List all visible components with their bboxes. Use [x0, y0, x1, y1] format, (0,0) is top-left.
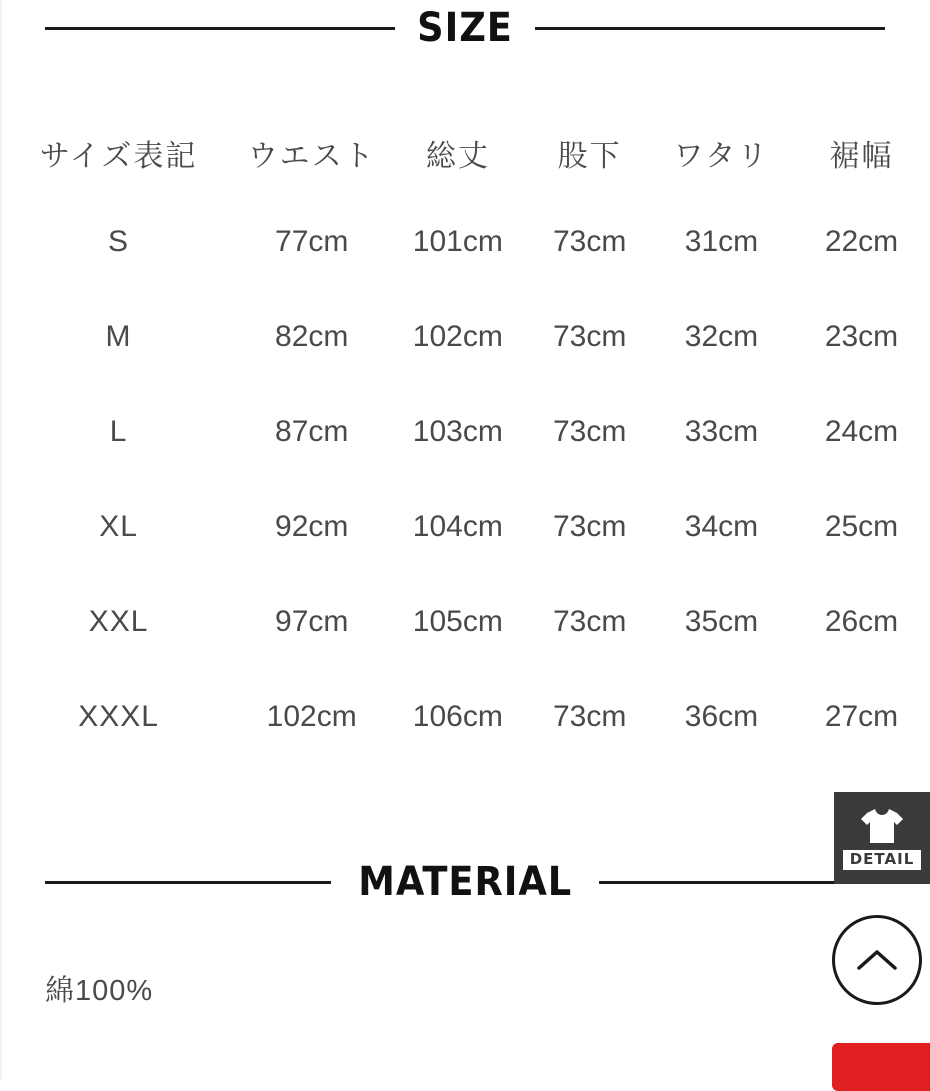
cell-waist: 97cm: [275, 604, 349, 638]
size-section-heading: [0, 5, 930, 51]
heading-rule-left: [45, 881, 331, 884]
table-row: [0, 289, 930, 384]
table-row: [0, 669, 930, 764]
cell-inseam: 73cm: [552, 224, 627, 258]
cell-hem: 26cm: [824, 604, 899, 638]
scroll-to-top-button[interactable]: [832, 915, 922, 1005]
size-table: [0, 112, 930, 764]
cell-total: 104cm: [412, 509, 503, 543]
cell-waist: 77cm: [275, 224, 349, 258]
cell-inseam: 73cm: [552, 699, 627, 733]
detail-button[interactable]: [834, 792, 930, 884]
heading-rule-left: [45, 27, 395, 30]
cell-total: 101cm: [412, 224, 503, 258]
cell-thigh: 34cm: [684, 509, 759, 543]
cell-waist: 92cm: [275, 509, 349, 543]
heading-rule-right: [535, 27, 885, 30]
cell-thigh: 32cm: [684, 319, 759, 353]
cell-waist: 87cm: [275, 414, 349, 448]
cell-size: S: [108, 224, 130, 258]
column-header-size: サイズ表記: [39, 140, 198, 173]
detail-button-label: DETAIL: [843, 850, 922, 870]
cell-total: 105cm: [412, 604, 503, 638]
table-row: [0, 194, 930, 289]
column-header-thigh: ワタリ: [673, 140, 770, 173]
cell-thigh: 31cm: [684, 224, 759, 258]
table-row: [0, 574, 930, 669]
cell-inseam: 73cm: [552, 509, 627, 543]
cell-hem: 25cm: [824, 509, 899, 543]
cell-thigh: 36cm: [684, 699, 759, 733]
column-header-inseam: 股下: [557, 140, 622, 173]
size-heading-text: SIZE: [417, 5, 513, 51]
cell-hem: 27cm: [824, 699, 899, 733]
column-header-total-length: 総丈: [425, 140, 490, 173]
cell-total: 103cm: [412, 414, 503, 448]
table-header-row: [0, 112, 930, 194]
cell-size: XXXL: [78, 699, 159, 733]
cell-size: L: [109, 414, 128, 448]
material-heading-text: MATERIAL: [358, 859, 572, 905]
column-header-waist: ウエスト: [247, 140, 376, 173]
cell-hem: 24cm: [824, 414, 899, 448]
table-row: [0, 479, 930, 574]
cell-inseam: 73cm: [552, 604, 627, 638]
cell-total: 106cm: [412, 699, 503, 733]
cell-hem: 22cm: [824, 224, 899, 258]
column-header-hem: 裾幅: [829, 140, 894, 173]
cell-inseam: 73cm: [552, 319, 627, 353]
cell-inseam: 73cm: [552, 414, 627, 448]
cell-hem: 23cm: [824, 319, 899, 353]
floating-action-button[interactable]: [832, 1043, 930, 1091]
cell-size: M: [105, 319, 132, 353]
chevron-up-icon: [856, 948, 898, 972]
cell-total: 102cm: [412, 319, 503, 353]
table-row: [0, 384, 930, 479]
cell-thigh: 35cm: [684, 604, 759, 638]
cell-size: XL: [99, 509, 138, 543]
material-body-text: 綿100%: [45, 975, 154, 1007]
cell-thigh: 33cm: [684, 414, 759, 448]
tshirt-icon: [859, 806, 905, 846]
cell-waist: 102cm: [266, 699, 357, 733]
cell-size: XXL: [88, 604, 149, 638]
cell-waist: 82cm: [275, 319, 349, 353]
